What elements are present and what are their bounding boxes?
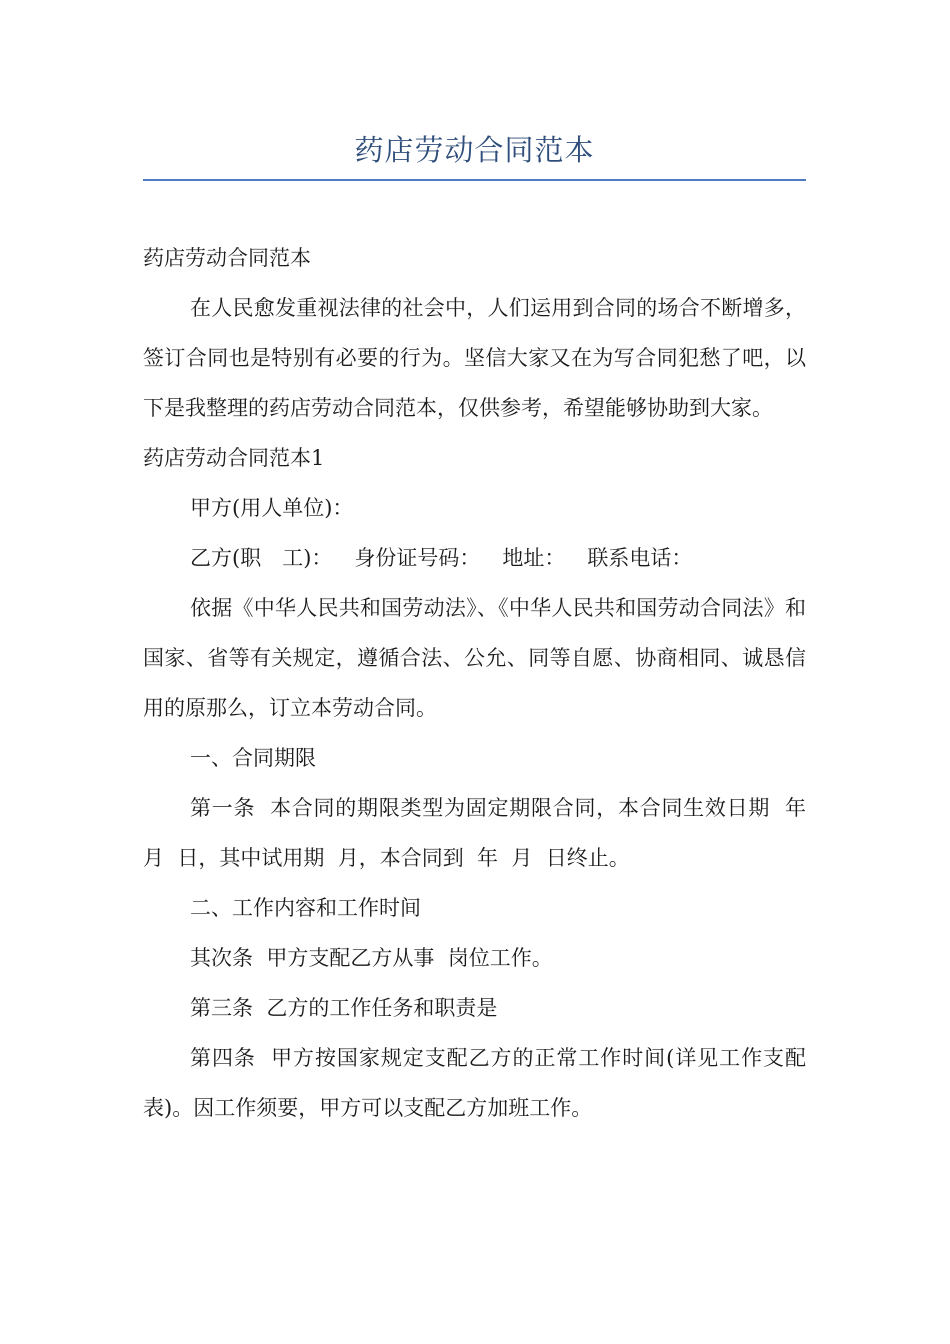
document-body bbox=[143, 233, 820, 1133]
party-b-line bbox=[143, 533, 806, 583]
phone-label: 联系电话： bbox=[587, 546, 693, 570]
intro-paragraph: 在人民愈发重视法律的社会中，人们运用到合同的场合不断增多，签订合同也是特别有必要的行为。坚信大家又在为写合同犯愁了吧，以下是我整理的药店劳动合同范本，仅供参考，希望能够协助到大家。 bbox=[143, 296, 806, 420]
title-divider bbox=[143, 179, 806, 181]
address-label: 地址： bbox=[502, 546, 566, 570]
party-b-label: 乙方(职 工)： bbox=[190, 546, 333, 570]
id-number-label: 身份证号码： bbox=[354, 546, 481, 570]
document-title: 药店劳动合同范本 bbox=[354, 133, 595, 167]
article-2-paragraph: 其次条 甲方支配乙方从事 岗位工作。 bbox=[190, 946, 553, 970]
sample-heading: 药店劳动合同范本1 bbox=[143, 446, 325, 470]
article-4-paragraph: 第四条 甲方按国家规定支配乙方的正常工作时间(详见工作支配表)。因工作须要，甲方可以支配乙方加班工作。 bbox=[143, 1046, 806, 1120]
document-subtitle: 药店劳动合同范本 bbox=[143, 246, 311, 270]
party-a-line: 甲方(用人单位)： bbox=[190, 496, 354, 520]
article-1-paragraph: 第一条 本合同的期限类型为固定期限合同，本合同生效日期 年 月 日，其中试用期 月，本合同到 年 月 日终止。 bbox=[143, 796, 820, 870]
article-3-paragraph: 第三条 乙方的工作任务和职责是 bbox=[190, 996, 498, 1020]
basis-paragraph: 依据《中华人民共和国劳动法》、《中华人民共和国劳动合同法》和国家、省等有关规定，遵循合法、公允、同等自愿、协商相同、诚恳信用的原那么，订立本劳动合同。 bbox=[143, 596, 806, 720]
section-heading-work: 二、工作内容和工作时间 bbox=[190, 896, 421, 920]
section-heading-term: 一、合同期限 bbox=[190, 746, 316, 770]
